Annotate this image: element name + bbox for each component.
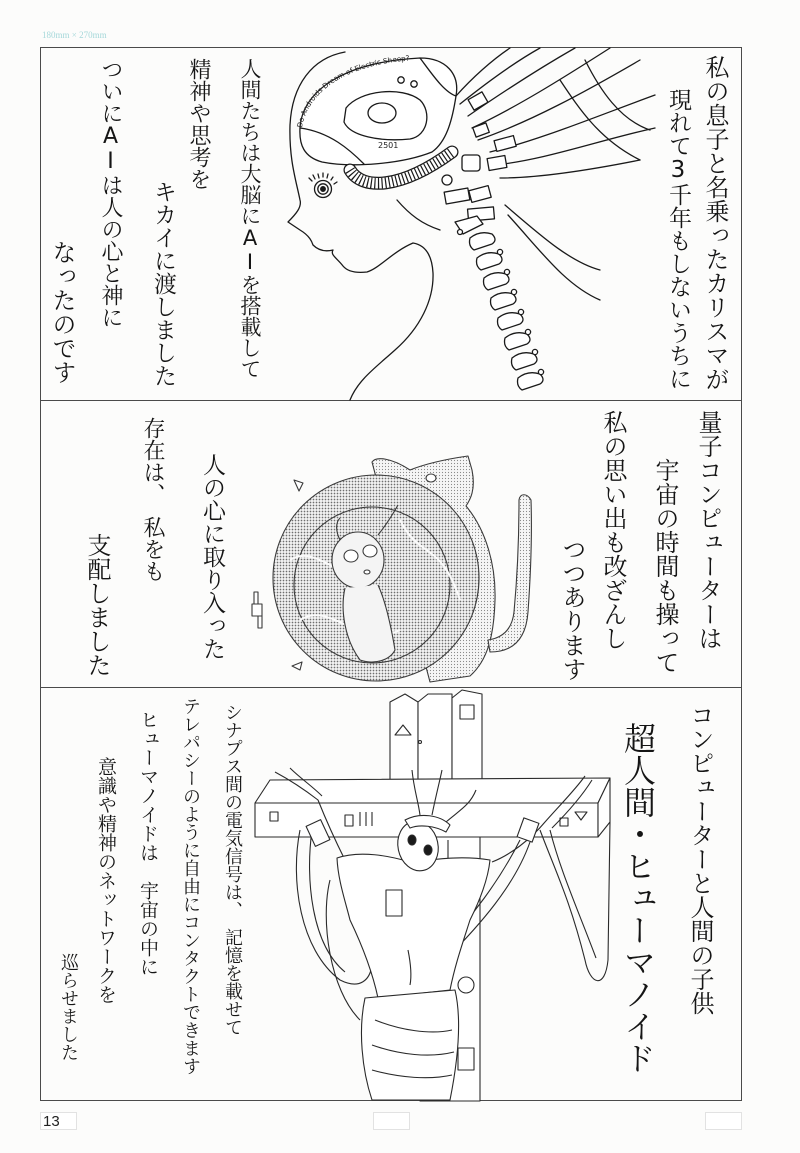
panel3-text-col-4: テレパシーのように自由にコンタクトできます	[180, 697, 201, 1075]
panel3-text-col-6: 意識や精神のネットワークを	[95, 757, 117, 1004]
panel2-text-col-5: 人の心に取り入った	[199, 453, 225, 660]
panel1-illustration	[288, 48, 655, 400]
humanoid-loincloth	[361, 990, 458, 1100]
panel1-text-col-1: 私の息子と名乗ったカリスマが	[701, 55, 729, 391]
implant-label: 2501	[378, 141, 399, 150]
panel2-text-col-6: 存在は、 私をも	[140, 417, 165, 582]
panel2-illustration	[252, 456, 531, 682]
panel2-text-col-2: 宇宙の時間も操って	[651, 458, 679, 674]
cross-horizontal-beam	[255, 778, 610, 803]
satellite-icon	[252, 592, 262, 628]
eye-icon	[309, 173, 337, 198]
panel2-text-col-1: 量子コンピューターは	[694, 410, 722, 650]
panel2-text-col-4: つつあります	[558, 537, 586, 681]
panel1-text-col-3: 人間たちは大脳にAIを搭載して	[238, 58, 262, 379]
page-size-label: 180mm × 270mm	[42, 30, 107, 40]
panel3-text-col-1: コンピューターと人間の子供	[686, 703, 714, 1015]
page-number: 13	[40, 1112, 77, 1130]
panel1-text-col-7: なったのです	[48, 240, 76, 384]
panel3-text-col-7: 巡らせました	[58, 953, 79, 1061]
panel2-text-col-3: 私の思い出も改ざんし	[599, 410, 627, 650]
panel3-illustration	[255, 690, 610, 1101]
footer-box-center	[373, 1112, 410, 1130]
panel1-text-col-4: 精神や思考を	[186, 58, 211, 190]
cat-tail	[488, 495, 531, 652]
panel3-text-col-5: ヒューマノイドは 宇宙の中に	[137, 710, 159, 976]
panel1-text-col-6: ついにAIは人の心と神に	[98, 58, 123, 328]
spine-vertebrae	[455, 216, 544, 390]
panel3-title: 超人間・ヒューマノイド	[619, 722, 657, 1074]
triangle-1	[294, 480, 303, 491]
panel1-text-col-5: キカイに渡しました	[150, 180, 176, 387]
triangle-2	[292, 662, 302, 670]
footer-box-right	[705, 1112, 742, 1130]
panel1-text-col-2: 現れて3千年もしないうちに	[665, 88, 691, 390]
implant-caption: Do Androids Dream of Electric Sheep?	[295, 53, 410, 129]
panel2-text-col-7: 支配しました	[83, 533, 111, 677]
panel3-text-col-3: シナプス間の電気信号は、 記憶を載せて	[222, 703, 243, 1036]
